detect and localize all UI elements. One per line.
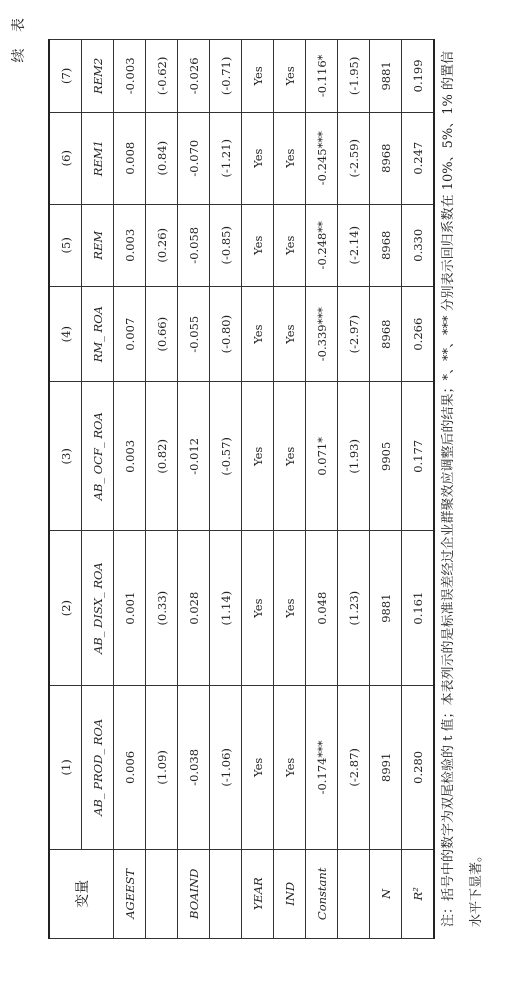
table-cell: Yes xyxy=(242,40,274,113)
table-cell: -0.055 xyxy=(178,286,210,382)
table-row xyxy=(274,40,306,939)
table-cell: Yes xyxy=(242,112,274,204)
table-cell: 0.161 xyxy=(402,531,435,686)
table-cell: 0.177 xyxy=(402,382,435,531)
table-cell: Yes xyxy=(274,686,306,850)
col-dep: RM_ ROA xyxy=(82,286,114,382)
table-note: 注：括号中的数字为双尾检验的 t 值；本表列示的是标准误差经过企业群聚效应调整后的结果；*、**、*** 分别表示回归系数在 10%、5%、1% 的置信水平下显著。 xyxy=(441,50,484,927)
table-cell: -0.174*** xyxy=(306,686,338,850)
table-cell: (1.93) xyxy=(338,382,370,531)
table-cell: 8968 xyxy=(370,112,402,204)
variable-header: 变量 xyxy=(49,849,114,938)
table-cell: -0.245*** xyxy=(306,112,338,204)
table-row xyxy=(114,40,146,939)
row-label: BOAIND xyxy=(178,849,210,938)
table-cell: -0.248** xyxy=(306,204,338,286)
row-label: R² xyxy=(402,849,435,938)
table-cell: Yes xyxy=(274,531,306,686)
col-num: (5) xyxy=(49,204,82,286)
row-label: N xyxy=(370,849,402,938)
row-label: Constant xyxy=(306,849,338,938)
row-label xyxy=(210,849,242,938)
table-cell: Yes xyxy=(274,112,306,204)
table-row xyxy=(338,40,370,939)
row-label: AGEEST xyxy=(114,849,146,938)
table-cell: (-1.06) xyxy=(210,686,242,850)
header-row-dependent xyxy=(82,40,114,939)
table-cell: 0.330 xyxy=(402,204,435,286)
table-cell: (-1.95) xyxy=(338,40,370,113)
table-cell: Yes xyxy=(242,686,274,850)
table-cell: Yes xyxy=(242,531,274,686)
table-body xyxy=(114,40,435,939)
col-dep: REM2 xyxy=(82,40,114,113)
col-dep: REM1 xyxy=(82,112,114,204)
row-label xyxy=(146,849,178,938)
row-label: IND xyxy=(274,849,306,938)
table-cell: (-0.85) xyxy=(210,204,242,286)
col-num: (7) xyxy=(49,40,82,113)
col-num: (4) xyxy=(49,286,82,382)
table-cell: 0.280 xyxy=(402,686,435,850)
table-cell: 0.199 xyxy=(402,40,435,113)
table-row xyxy=(402,40,435,939)
table-cell: 9905 xyxy=(370,382,402,531)
table-cell: (0.84) xyxy=(146,112,178,204)
table-cell: (0.66) xyxy=(146,286,178,382)
header-row-numbers xyxy=(49,40,82,939)
table-cell: -0.339*** xyxy=(306,286,338,382)
table-cell: Yes xyxy=(242,204,274,286)
continued-label: 续 表 xyxy=(11,12,27,63)
table-cell: 9881 xyxy=(370,531,402,686)
regression-table xyxy=(48,39,435,939)
table-cell: -0.038 xyxy=(178,686,210,850)
table-header xyxy=(49,40,114,939)
table-cell: 0.247 xyxy=(402,112,435,204)
table-cell: (-0.62) xyxy=(146,40,178,113)
table-cell: (-1.21) xyxy=(210,112,242,204)
table-cell: Yes xyxy=(274,286,306,382)
col-dep: AB_ DISX_ ROA xyxy=(82,531,114,686)
table-cell: (-0.80) xyxy=(210,286,242,382)
table-cell: 0.003 xyxy=(114,204,146,286)
table-cell: -0.116* xyxy=(306,40,338,113)
table-cell: 0.266 xyxy=(402,286,435,382)
table-cell: -0.058 xyxy=(178,204,210,286)
row-label: YEAR xyxy=(242,849,274,938)
table-cell: (-0.57) xyxy=(210,382,242,531)
col-num: (1) xyxy=(49,686,82,850)
table-cell: -0.026 xyxy=(178,40,210,113)
table-cell: 0.006 xyxy=(114,686,146,850)
table-cell: (-0.71) xyxy=(210,40,242,113)
table-row xyxy=(242,40,274,939)
table-row xyxy=(210,40,242,939)
col-num: (3) xyxy=(49,382,82,531)
table-cell: 0.007 xyxy=(114,286,146,382)
table-row xyxy=(178,40,210,939)
table-cell: (-2.97) xyxy=(338,286,370,382)
table-cell: 0.071* xyxy=(306,382,338,531)
col-num: (2) xyxy=(49,531,82,686)
table-cell: 8968 xyxy=(370,286,402,382)
table-cell: (0.26) xyxy=(146,204,178,286)
table-cell: Yes xyxy=(242,382,274,531)
table-cell: (-2.14) xyxy=(338,204,370,286)
table-cell: 0.008 xyxy=(114,112,146,204)
col-num: (6) xyxy=(49,112,82,204)
table-cell: (0.82) xyxy=(146,382,178,531)
table-row xyxy=(146,40,178,939)
table-cell: Yes xyxy=(274,204,306,286)
col-dep: AB_ PROD_ ROA xyxy=(82,686,114,850)
table-cell: (-2.87) xyxy=(338,686,370,850)
table-cell: 8968 xyxy=(370,204,402,286)
table-cell: 0.001 xyxy=(114,531,146,686)
table-cell: (0.33) xyxy=(146,531,178,686)
table-row xyxy=(306,40,338,939)
table-cell: (1.23) xyxy=(338,531,370,686)
table-cell: -0.003 xyxy=(114,40,146,113)
col-dep: REM xyxy=(82,204,114,286)
table-cell: (-2.59) xyxy=(338,112,370,204)
table-row xyxy=(370,40,402,939)
table-cell: (1.14) xyxy=(210,531,242,686)
table-cell: 8991 xyxy=(370,686,402,850)
table-cell: (1.09) xyxy=(146,686,178,850)
table-cell: 9881 xyxy=(370,40,402,113)
table-cell: 0.048 xyxy=(306,531,338,686)
col-dep: AB_ OCF_ ROA xyxy=(82,382,114,531)
table-cell: Yes xyxy=(242,286,274,382)
table-cell: 0.028 xyxy=(178,531,210,686)
row-label xyxy=(338,849,370,938)
table-cell: Yes xyxy=(274,382,306,531)
table-cell: Yes xyxy=(274,40,306,113)
table-cell: 0.003 xyxy=(114,382,146,531)
table-cell: -0.012 xyxy=(178,382,210,531)
table-cell: -0.070 xyxy=(178,112,210,204)
